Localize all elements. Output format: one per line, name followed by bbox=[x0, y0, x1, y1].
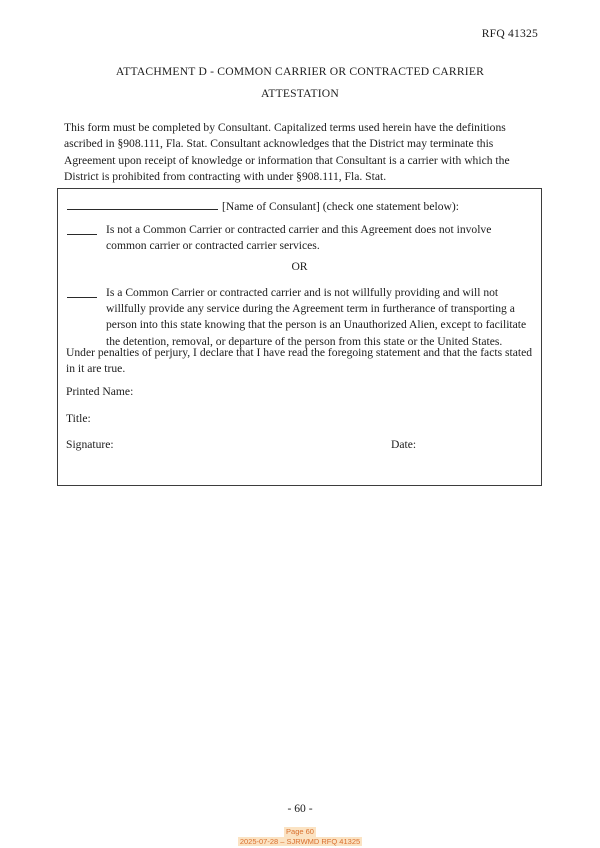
page-title-line-2: ATTESTATION bbox=[261, 87, 339, 100]
statement-2-check-blank bbox=[67, 285, 97, 298]
title-field-label: Title: bbox=[66, 412, 91, 425]
stamp-rfq-line: 2025-07-28 – SJRWMD RFQ 41325 bbox=[239, 836, 361, 846]
date-label: Date: bbox=[391, 438, 417, 451]
statement-1-text: Is not a Common Carrier or contracted carrier and this Agreement does not involve common carrier or contracted carrier services. bbox=[106, 223, 492, 253]
statement-2-text: Is a Common Carrier or contracted carrier and is not willfully providing and will not willfully provide any service during the Agreement term in furtherance of transporting a person into this state knowing that the person is an Unauthorized Alien, except to facilitate the detention, removal, or departure of the person from this state or the United States. bbox=[106, 286, 527, 348]
consultant-name-line bbox=[67, 197, 459, 213]
statement-2-row bbox=[67, 285, 532, 350]
footer-page-number: - 60 - bbox=[287, 802, 313, 815]
rfq-number: RFQ 41325 bbox=[481, 27, 538, 40]
page-title bbox=[0, 61, 600, 105]
footer-stamp bbox=[0, 827, 600, 846]
consultant-name-blank bbox=[67, 197, 218, 210]
stamp-page-line: Page 60 bbox=[286, 827, 314, 836]
or-separator: OR bbox=[291, 260, 308, 273]
signature-label: Signature: bbox=[66, 438, 114, 451]
consultant-name-label: [Name of Consulant] (check one statement below): bbox=[222, 200, 459, 213]
page-title-line-1: ATTACHMENT D - COMMON CARRIER OR CONTRACTED CARRIER bbox=[115, 65, 485, 78]
statement-1-row bbox=[67, 222, 532, 254]
printed-name-label: Printed Name: bbox=[66, 385, 134, 398]
intro-paragraph: This form must be completed by Consultant. Capitalized terms used herein have the definitions ascribed in §908.111, Fla. Stat. Consultant acknowledges that the District may terminate this Agreement upon receipt of knowledge or information that Consultant is a carrier with which the District is prohibited from contracting with under §908.111, Fla. Stat. bbox=[64, 121, 510, 184]
attestation-box bbox=[57, 188, 542, 486]
perjury-statement: Under penalties of perjury, I declare that I have read the foregoing statement and that the facts stated in it are true. bbox=[66, 346, 533, 376]
statement-1-check-blank bbox=[67, 222, 97, 235]
